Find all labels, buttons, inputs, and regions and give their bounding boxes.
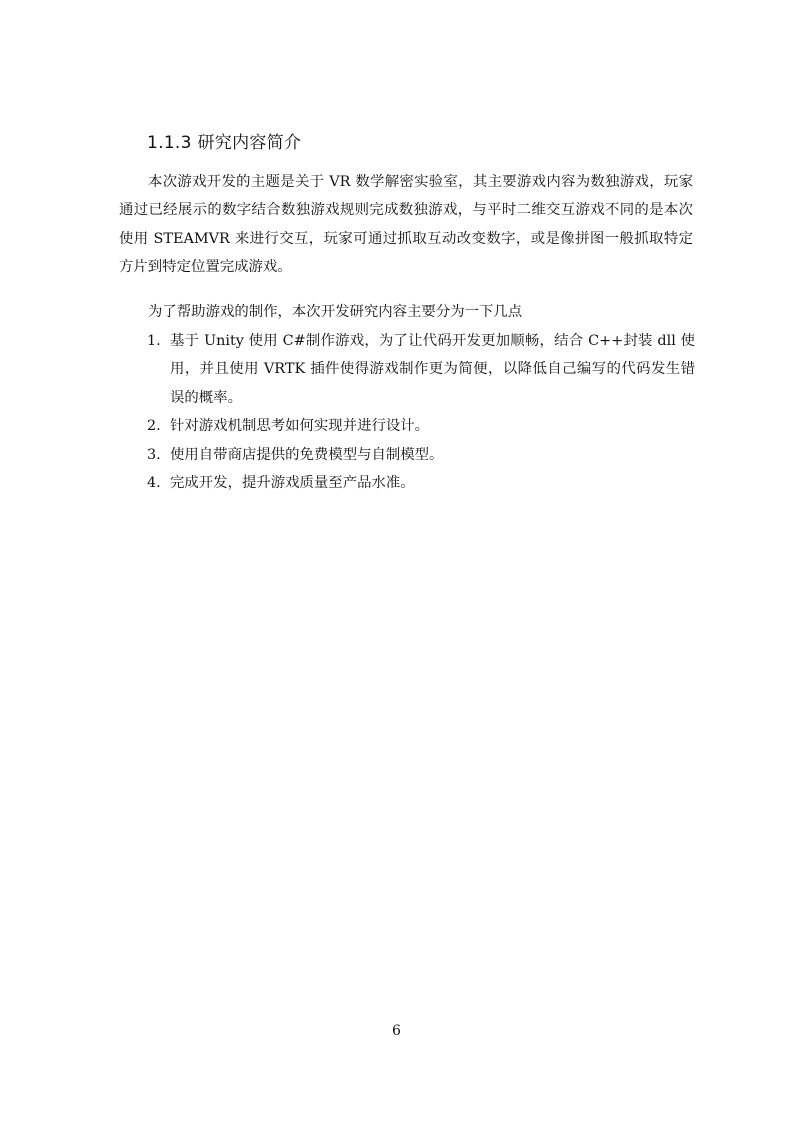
section-number: 1.1.3	[147, 133, 192, 153]
section-heading	[147, 131, 301, 155]
list-item-number: 3.	[147, 446, 161, 463]
list-item-number: 4.	[147, 475, 161, 492]
list-item-text: 针对游戏机制思考如何实现并进行设计。	[170, 418, 430, 435]
list-item	[147, 469, 695, 497]
section-title: 研究内容简介	[197, 133, 302, 153]
list-item	[147, 412, 695, 440]
list-item-text: 完成开发，提升游戏质量至产品水准。	[170, 475, 415, 492]
research-content-list	[147, 327, 695, 497]
list-item-text: 基于 Unity 使用 C#制作游戏，为了让代码开发更加顺畅，结合 C++封装 dll 使用，并且使用 VRTK 插件使得游戏制作更为简便，以降低自己编写的代码发生错误的概率。	[170, 333, 695, 406]
list-item-text: 使用自带商店提供的免费模型与自制模型。	[170, 446, 444, 463]
intro-paragraph: 本次游戏开发的主题是关于 VR 数学解密实验室，其主要游戏内容为数独游戏，玩家通过已经展示的数字结合数独游戏规则完成数独游戏，与平时二维交互游戏不同的是本次使用 STEAMVR 来进行交互，玩家可通过抓取互动改变数字，或是像拼图一般抓取特定方片到特定位置完成游戏。	[119, 174, 693, 276]
list-item	[147, 441, 695, 469]
page-number: 6	[392, 1023, 401, 1039]
list-item-number: 1.	[147, 333, 161, 349]
list-item	[147, 327, 695, 412]
list-intro-paragraph: 为了帮助游戏的制作，本次开发研究内容主要分为一下几点	[148, 304, 523, 320]
list-item-number: 2.	[147, 418, 161, 435]
